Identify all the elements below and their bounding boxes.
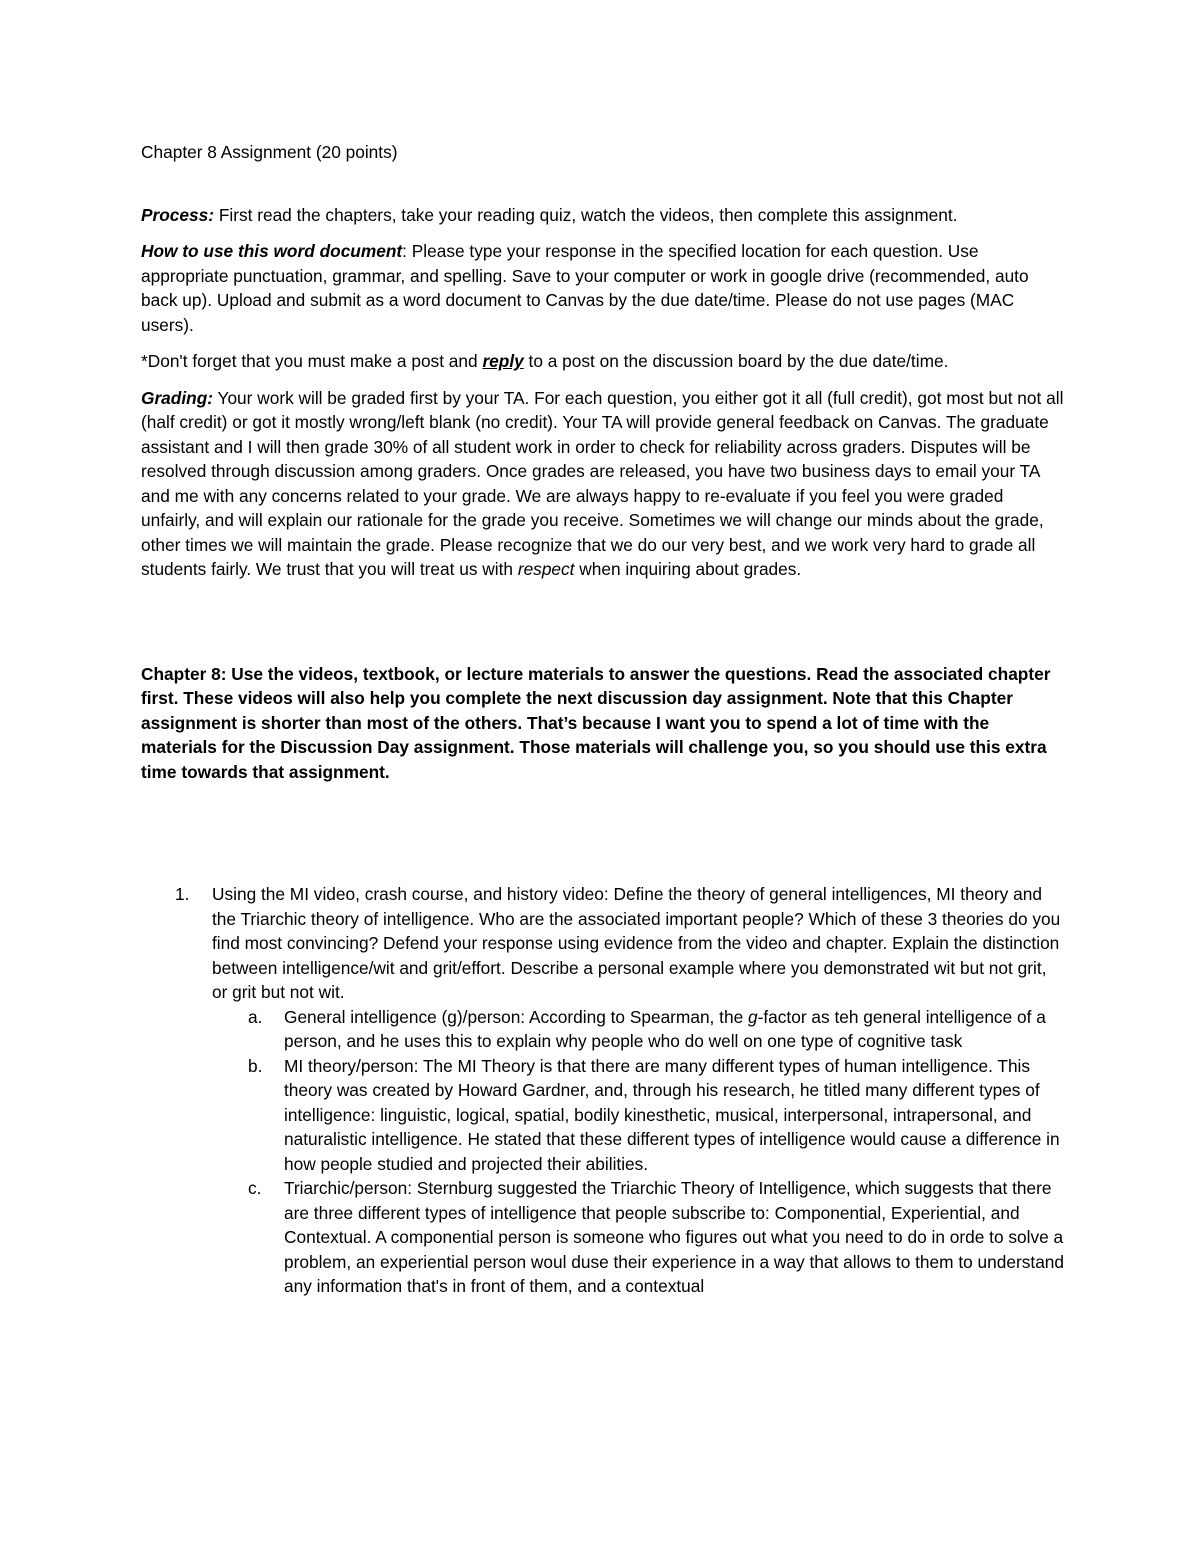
answer-letter: b. — [248, 1055, 263, 1076]
grading-text-after: when inquiring about grades. — [574, 559, 802, 579]
answer-item-mi-theory — [212, 1054, 1066, 1177]
question-number: 1. — [175, 884, 190, 904]
process-paragraph — [141, 203, 1066, 228]
answer-text: MI theory/person: The MI Theory is that there are many different types of human intelligence. This theory was created by Howard Gardner, and, through his research, he titled many different types of intelligence: linguistic, logical, spatial, bodily kinesthetic, musical, interpersonal, intrapersonal, and naturalistic intelligence. He stated that these different types of intelligence would cause a difference in how people studied and projected their abilities. — [284, 1055, 1060, 1174]
question-item — [141, 882, 1066, 1299]
reminder-text-before: *Don't forget that you must make a post and — [141, 351, 483, 371]
answer-text-before: General intelligence (g)/person: According to Spearman, the — [284, 1006, 748, 1027]
answer-letter: a. — [248, 1006, 263, 1027]
answer-letter: c. — [248, 1178, 262, 1198]
how-to-label: How to use this word document — [141, 241, 403, 261]
process-label: Process: — [141, 204, 215, 225]
question-text: Using the MI video, crash course, and history video: Define the theory of general intelligences, MI theory and the Triarchic theory of intelligence. Who are the associated important people? Which of these 3 theories do you find most convincing? Defend your response using evidence from the video and chapter. Explain the distinction between intelligence/wit and grit/effort. Describe a personal example where you demonstrated wit but not grit, or grit but not wit. — [212, 884, 1061, 1002]
document-title: Chapter 8 Assignment (20 points) — [141, 142, 398, 162]
answer-text-after: -factor as teh general intelligence of a person, and he uses this to explain why people who do well on one type of cognitive task — [284, 1006, 1046, 1051]
grading-label: Grading: — [141, 387, 214, 408]
answer-text: Triarchic/person: Sternburg suggested the Triarchic Theory of Intelligence, which suggests that there are three different types of intelligence that people subscribe to: Componential, Experiential, and Contextual. A componential person is someone who figures out what you need to do in orde to solve a problem, an experiential person woul duse their experience in a way that allows to them to understand any information that's in front of them, and a contextual — [284, 1178, 1065, 1296]
reminder-paragraph — [141, 349, 1066, 374]
reminder-text-after: to a post on the discussion board by the due date/time. — [523, 351, 949, 371]
question-list — [141, 882, 1066, 1299]
how-to-text: : Please type your response in the specified location for each question. Use appropriate punctuation, grammar, and spelling. Save to your computer or work in google drive (recommended, auto back up). Upload and submit as a word document to Canvas by the due date/time. Please do not use pages (MAC users). — [141, 241, 1029, 335]
answer-g-emphasis: g — [747, 1006, 758, 1027]
answer-item-triarchic — [212, 1176, 1066, 1299]
reminder-reply-emphasis: reply — [482, 351, 524, 371]
document-body — [141, 140, 1066, 1299]
answer-item-general-intelligence — [212, 1005, 1066, 1054]
grading-respect-emphasis: respect — [517, 559, 575, 579]
grading-text: Your work will be graded first by your TA. For each question, you either got it all (full credit), got most but not all (half credit) or got it mostly wrong/left blank (no credit). Your TA will provide general feedback on Canvas. The graduate assistant and I will then grade 30% of all student work in order to check for reliability across graders. Disputes will be resolved through discussion among graders. Once grades are released, you have two business days to email your TA and me with any concerns related to your grade. We are always happy to re-evaluate if you feel you were graded unfairly, and will explain our rationale for the grade you receive. Sometimes we will change our minds about the grade, other times we will maintain the grade. Please recognize that we do our very best, and we work very hard to grade all students fairly. We trust that you will treat us with — [141, 387, 1064, 579]
grading-paragraph — [141, 386, 1066, 582]
process-text: First read the chapters, take your reading quiz, watch the videos, then complete this assignment. — [214, 204, 958, 225]
how-to-paragraph — [141, 239, 1066, 337]
answer-list — [212, 1005, 1066, 1299]
chapter-instructions-heading: Chapter 8: Use the videos, textbook, or lecture materials to answer the questions. Read the associated chapter first. These videos will also help you complete the next discussion day assignment. Note that this Chapter assignment is shorter than most of the others. That’s because I want you to spend a lot of time with the materials for the Discussion Day assignment. Those materials will challenge you, so you should use this extra time towards that assignment. — [141, 663, 1051, 782]
